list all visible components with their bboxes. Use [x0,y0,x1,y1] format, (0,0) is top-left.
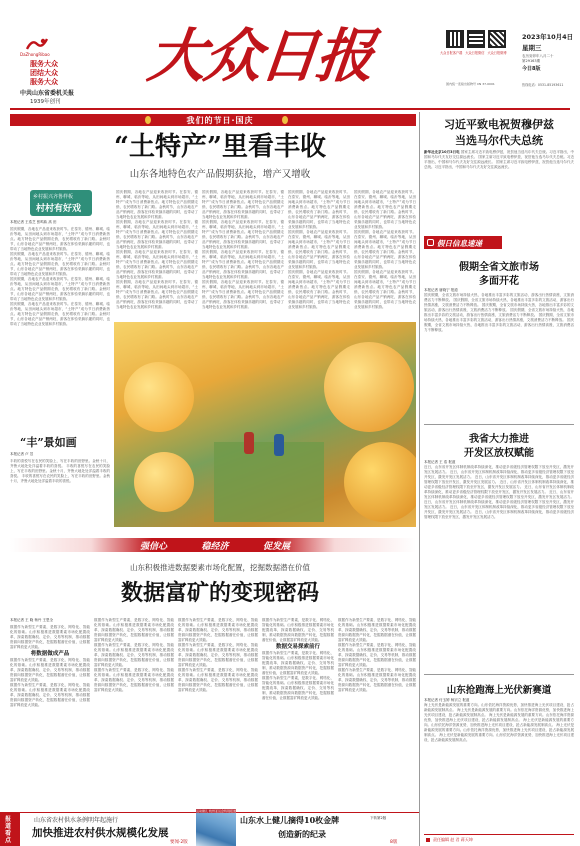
main-body-repeat: 国庆假期，各地农产品迎来收获时节。在泰安、德州、聊城、临沂等地，从田间地头到市场超市，“土特产”成为节日消费新热点。地方特色农产品假期走俏，农民增收有了新门路。金秋时节，山东各地农产品产销两旺，游客在体验采摘乐趣的同时，也带动了当地特色农业发展和乡村旅游。 [116,280,198,309]
second-headline: 数据富矿的变现密码 [120,580,319,606]
slogan-1: 服务大众 [30,60,58,68]
section-banner [10,114,416,126]
story2-body [424,288,574,420]
second-section-head: 将数据做成产品 [30,651,70,657]
main-body-repeat: 国庆假期，各地农产品迎来收获时节。在泰安、德州、聊城、临沂等地，从田间地头到市场超市，“土特产”成为节日消费新热点。地方特色农产品假期走俏，农民增收有了新门路。金秋时节，山东各地农产品产销两旺，游客在体验采摘乐趣的同时，也带动了当地特色农业发展和乡村旅游。 [202,280,284,309]
qr-label: 大众日报客户端 [440,51,463,55]
story2-text-repeat: 国庆假期，全省文旅市场持续火热，各地推出丰富多彩的文旅活动，游客出行热情高涨，文旅消费活力不断释放。 [424,318,574,332]
second-body-repeat: 数据作为新型生产要素，是数字化、网络化、智能化的基础。山东积极推进数据要素市场化配置改革，探索数据确权、定价、交易等机制，推动数据资源向数据资产转化，挖掘数据潜在价值，让数据富矿释放更大效能。 [10,658,90,682]
teaser2-page[interactable]: 8版 [390,840,398,845]
second-body-repeat: 数据作为新型生产要素，是数字化、网络化、智能化的基础。山东积极推进数据要素市场化配置改革，探索数据确权、定价、交易等机制，推动数据资源向数据资产转化，挖掘数据潜在价值，让数据富矿释放更大效能。 [94,668,174,692]
slogan-3: 服务大众 [30,78,58,86]
issue-weekday: 星期三 [522,44,542,52]
qr-label: 大众日报微信 [465,51,485,55]
teaser1-kicker[interactable]: 山东省农村供水条例明年起施行 [34,817,119,824]
story3-text-repeat: 近日，山东省开发区体制机制改革持续深化，推动更多省级经济管理权限下放至开发区，激发开发区发展活力。 [424,510,574,519]
main-body-repeat: 国庆假期，各地农产品迎来收获时节。在泰安、德州、聊城、临沂等地，从田间地头到市场超市，“土特产”成为节日消费新热点。地方特色农产品假期走俏，农民增收有了新门路。金秋时节，山东各地农产品产销两旺，游客在体验采摘乐趣的同时，也带动了当地特色农业发展和乡村旅游。 [10,302,110,326]
second-body-repeat: 数据作为新型生产要素，是数字化、网络化、智能化的基础。山东积极推进数据要素市场化配置改革，探索数据确权、定价、交易等机制，推动数据资源向数据资产转化，挖掘数据潜在价值，让数据富矿释放更大效能。 [338,668,416,692]
story2-headline-2[interactable]: 多面开花 [479,276,519,287]
commentary-byline: 本报记者 卢 昱 [10,452,34,456]
commentary-title: “丰”景如画 [20,436,77,449]
farmer-figure [244,432,254,454]
story4-byline: 本报记者 付玉婷 杨宗立 报道 [424,698,470,702]
qr-code-icon[interactable] [467,30,485,48]
story2-text-repeat: 国庆假期，全省文旅市场持续火热，各地推出丰富多彩的文旅活动，游客出行热情高涨，文旅消费活力不断释放。 [424,313,574,322]
story3-text-repeat: 近日，山东省开发区体制机制改革持续深化，推动更多省级经济管理权限下放至开发区，激发开发区发展活力。 [424,485,574,494]
editor-marker-icon [426,838,430,842]
second-column-4 [262,618,334,818]
story3-text-repeat: 近日，山东省开发区体制机制改革持续深化，推动更多省级经济管理权限下放至开发区，激发开发区发展活力。 [424,505,574,514]
harvest-photo[interactable] [114,322,416,527]
main-body: 国庆假期，各地农产品迎来收获时节。在泰安、德州、聊城、临沂等地，从田间地头到市场超市，“土特产”成为节日消费新热点。地方特色农产品假期走俏，农民增收有了新门路。金秋时节，山东各地农产品产销两旺，游客在体验采摘乐趣的同时，也带动了当地特色农业发展和乡村旅游。 [354,190,416,229]
main-body-repeat: 国庆假期，各地农产品迎来收获时节。在泰安、德州、聊城、临沂等地，从田间地头到市场超市，“土特产”成为节日消费新热点。地方特色农产品假期走俏，农民增收有了新门路。金秋时节，山东各地农产品产销两旺，游客在体验采摘乐趣的同时，也带动了当地特色农业发展和乡村旅游。 [116,220,198,249]
main-body: 国庆假期，各地农产品迎来收获时节。在泰安、德州、聊城、临沂等地，从田间地头到市场超市，“土特产”成为节日消费新热点。地方特色农产品假期走俏，农民增收有了新门路。金秋时节，山东各地农产品产销两旺，游客在体验采摘乐趣的同时，也带动了当地特色农业发展和乡村旅游。 [202,190,284,219]
teaser-section-label [0,813,20,846]
main-body-repeat: 国庆假期，各地农产品迎来收获时节。在泰安、德州、聊城、临沂等地，从田间地头到市场超市，“土特产”成为节日消费新热点。地方特色农产品假期走俏，农民增收有了新门路。金秋时节，山东各地农产品产销两旺，游客在体验采摘乐趣的同时，也带动了当地特色农业发展和乡村旅游。 [354,230,416,269]
story3-headline-1[interactable]: 我省大力推进 [469,434,529,445]
publisher-label: 中共山东省委机关报 [20,90,75,97]
banner-lantern-icon [145,116,151,124]
second-body: 数据作为新型生产要素，是数字化、网络化、智能化的基础。山东积极推进数据要素市场化配置改革，探索数据确权、定价、交易等机制，推动数据资源向数据资产转化，挖掘数据潜在价值，让数据富矿释放更大效能。 [94,618,174,642]
story3-body [424,460,574,672]
second-body: 数据作为新型生产要素，是数字化、网络化、智能化的基础。山东积极推进数据要素市场化配置改革，探索数据确权、定价、交易等机制，推动数据资源向数据资产转化，挖掘数据潜在价值，让数据富矿释放更大效能。 [178,618,258,642]
second-column-2 [94,618,174,818]
story3-text: 近日，山东省开发区体制机制改革持续深化，推动更多省级经济管理权限下放至开发区，激发开发区发展活力。 [424,465,574,474]
main-body-repeat: 国庆假期，各地农产品迎来收获时节。在泰安、德州、聊城、临沂等地，从田间地头到市场超市，“土特产”成为节日消费新热点。地方特色农产品假期走俏，农民增收有了新门路。金秋时节，山东各地农产品产销两旺，游客在体验采摘乐趣的同时，也带动了当地特色农业发展和乡村旅游。 [202,220,284,249]
date-block [522,32,578,72]
page-count: 今日8版 [522,66,541,72]
holiday-label-text: 假日信息速递 [437,239,482,248]
story2-byline: 本报记者 唐晓宁 报道 [424,288,458,292]
right-divider [424,424,574,425]
side-tag-line2: 村村有好戏 [36,204,82,214]
lead-body [424,150,574,220]
editor-footer [424,834,574,844]
main-body-repeat: 国庆假期，各地农产品迎来收获时节。在泰安、德州、聊城、临沂等地，从田间地头到市场超市，“土特产”成为节日消费新热点。地方特色农产品假期走俏，农民增收有了新门路。金秋时节，山东各地农产品产销两旺，游客在体验采摘乐趣的同时，也带动了当地特色农业发展和乡村旅游。 [288,230,350,269]
paper-logo-icon [26,36,48,50]
issue-number: 第29163期 [522,59,541,63]
commentary-text: 丰收的喜悦写在农民的笑脸上，写在丰收的田野里。金秋十月，齐鲁大地处处洋溢着丰收的喜悦。 [10,459,110,468]
story3-headline-2[interactable]: 开发区放权赋能 [464,448,534,459]
second-column-1 [10,618,90,818]
fruit-shape [344,442,416,522]
main-column-1 [10,220,110,430]
banner-lantern-icon [282,116,288,124]
qr-label: 大众日报微博 [487,51,507,55]
banner-title: 我们的节日·国庆 [186,116,254,125]
right-divider [424,674,574,675]
second-body-repeat: 数据作为新型生产要素，是数字化、网络化、智能化的基础。山东积极推进数据要素市场化配置改革，探索数据确权、定价、交易等机制，推动数据资源向数据资产转化，挖掘数据潜在价值，让数据富矿释放更大效能。 [262,676,334,700]
banner-words [140,539,290,552]
second-story [10,538,416,823]
story2-headline-1[interactable]: 假期全省文旅市场 [459,262,539,273]
slogan-2: 团结大众 [30,69,58,77]
teaser2-label: 运动健儿 杭州亚运会特别报道 [196,809,236,813]
second-kicker: 山东积极推进数据要素市场化配置，挖掘数据潜在价值 [130,563,310,572]
story4-text-repeat: 海上光伏是新能源发展的重要方向。山东依托海洋资源优势，加快推进海上光伏项目建设，抢占新能源发展制高点。 [424,718,574,727]
banner-word: 强信心 [140,542,168,552]
story4-text-repeat: 海上光伏是新能源发展的重要方向。山东依托海洋资源优势，加快推进海上光伏项目建设，抢占新能源发展制高点。 [424,708,574,717]
story3-text-repeat: 近日，山东省开发区体制机制改革持续深化，推动更多省级经济管理权限下放至开发区，激发开发区发展活力。 [424,500,574,509]
teaser-swim-photo[interactable] [196,809,236,846]
lead-text-repeat: 国家主席习近平致电穆伊兹，祝贺他当选马尔代夫总统。习近平指出，中国和马尔代夫友好交往源远流长。 [424,160,574,169]
story4-text-repeat: 海上光伏是新能源发展的重要方向。山东依托海洋资源优势，加快推进海上光伏项目建设，抢占新能源发展制高点。 [424,733,574,742]
main-headline: “土特产”里看丰收 [114,132,326,162]
second-section-head: 数据交易探索前行 [275,644,320,650]
banner-word: 促发展 [262,542,290,552]
main-body-repeat: 国庆假期，各地农产品迎来收获时节。在泰安、德州、聊城、临沂等地，从田间地头到市场超市，“土特产”成为节日消费新热点。地方特色农产品假期走俏，农民增收有了新门路。金秋时节，山东各地农产品产销两旺，游客在体验采摘乐趣的同时，也带动了当地特色农业发展和乡村旅游。 [10,277,110,301]
commentary-text-repeat: 丰收的喜悦写在农民的笑脸上，写在丰收的田野里。金秋十月，齐鲁大地处处洋溢着丰收的喜悦。 [10,464,110,478]
story2-text-repeat: 国庆假期，全省文旅市场持续火热，各地推出丰富多彩的文旅活动，游客出行热情高涨，文旅消费活力不断释放。 [424,298,574,307]
lead-headline-2[interactable]: 当选马尔代夫总统 [455,134,543,147]
lead-text: 国家主席习近平致电穆伊兹，祝贺他当选马尔代夫总统。习近平指出，中国和马尔代夫友好交往源远流长。 [424,150,574,159]
main-body-repeat: 国庆假期，各地农产品迎来收获时节。在泰安、德州、聊城、临沂等地，从田间地头到市场超市，“土特产”成为节日消费新热点。地方特色农产品假期走俏，农民增收有了新门路。金秋时节，山东各地农产品产销两旺，游客在体验采摘乐趣的同时，也带动了当地特色农业发展和乡村旅游。 [288,270,350,309]
lunar-date: 农历癸卯年八月二十 [522,54,554,58]
hotline: 热线电话：0531-85193611 [522,83,564,87]
main-body-repeat: 国庆假期，各地农产品迎来收获时节。在泰安、德州、聊城、临沂等地，从田间地头到市场超市，“土特产”成为节日消费新热点。地方特色农产品假期走俏，农民增收有了新门路。金秋时节，山东各地农产品产销两旺，游客在体验采摘乐趣的同时，也带动了当地特色农业发展和乡村旅游。 [10,252,110,276]
commentary-text-repeat: 丰收的喜悦写在农民的笑脸上，写在丰收的田野里。金秋十月，齐鲁大地处处洋溢着丰收的喜悦。 [10,474,110,483]
lead-text-repeat: 国家主席习近平致电穆伊兹，祝贺他当选马尔代夫总统。习近平指出，中国和马尔代夫友好交往源远流长。 [424,155,574,164]
masthead [0,0,580,118]
column-divider [419,112,420,846]
publication-code: 国内统一连续出版物号 CN 37-0001 [446,82,495,86]
teaser2-kicker[interactable]: 山东水上健儿摘得10枚金牌 [240,815,340,825]
main-body-repeat: 国庆假期，各地农产品迎来收获时节。在泰安、德州、聊城、临沂等地，从田间地头到市场超市，“土特产”成为节日消费新热点。地方特色农产品假期走俏，农民增收有了新门路。金秋时节，山东各地农产品产销两旺，游客在体验采摘乐趣的同时，也带动了当地特色农业发展和乡村旅游。 [116,250,198,279]
second-body-repeat: 数据作为新型生产要素，是数字化、网络化、智能化的基础。山东积极推进数据要素市场化配置改革，探索数据确权、定价、交易等机制，推动数据资源向数据资产转化，挖掘数据潜在价值，让数据富矿释放更大效能。 [338,643,416,667]
orchard-field [214,442,324,522]
second-body-repeat: 数据作为新型生产要素，是数字化、网络化、智能化的基础。山东积极推进数据要素市场化配置改革，探索数据确权、定价、交易等机制，推动数据资源向数据资产转化，挖掘数据潜在价值，让数据富矿释放更大效能。 [94,643,174,667]
second-body: 数据作为新型生产要素，是数字化、网络化、智能化的基础。山东积极推进数据要素市场化配置改革，探索数据确权、定价、交易等机制，推动数据资源向数据资产转化，挖掘数据潜在价值，让数据富矿释放更大效能。 [338,618,416,642]
main-story [10,112,416,530]
right-column [424,112,574,846]
holiday-icon [427,239,434,246]
second-body-repeat: 数据作为新型生产要素，是数字化、网络化、智能化的基础。山东积极推进数据要素市场化配置改革，探索数据确权、定价、交易等机制，推动数据资源向数据资产转化，挖掘数据潜在价值，让数据富矿释放更大效能。 [262,651,334,675]
bottom-teasers [0,809,420,846]
story4-body [424,698,574,828]
story2-text-repeat: 国庆假期，全省文旅市场持续火热，各地推出丰富多彩的文旅活动，游客出行热情高涨，文旅消费活力不断释放。 [424,303,574,312]
story2-text-repeat: 国庆假期，全省文旅市场持续火热，各地推出丰富多彩的文旅活动，游客出行热情高涨，文旅消费活力不断释放。 [424,308,574,317]
slogan-list [30,60,58,87]
masthead-divider [10,108,570,110]
second-column-3 [178,618,258,818]
teaser1-page[interactable]: 要闻·2版 [170,840,188,845]
second-body: 数据作为新型生产要素，是数字化、网络化、智能化的基础。山东积极推进数据要素市场化配置改革，探索数据确权、定价、交易等机制，推动数据资源向数据资产转化，挖掘数据潜在价值，让数据富矿释放更大效能。 [10,625,90,649]
main-byline: 本报记者 王浩芝 张鸣纨 高 田 [10,220,57,224]
holiday-label [424,236,502,249]
paper-title: 大众日报 [144,22,376,90]
fruit-shape [134,452,194,512]
lead-headline-1[interactable]: 习近平致电祝贺穆伊兹 [444,118,554,131]
banner-word: 稳经济 [201,542,229,552]
story3-text-repeat: 近日，山东省开发区体制机制改革持续深化，推动更多省级经济管理权限下放至开发区，激发开发区发展活力。 [424,475,574,484]
side-tag [30,190,92,216]
story4-text-repeat: 海上光伏是新能源发展的重要方向。山东依托海洋资源优势，加快推进海上光伏项目建设，抢占新能源发展制高点。 [424,713,574,722]
main-subhead: 山东各地特色农产品假期获抢，增产又增收 [129,169,311,180]
issue-date: 2023年10月4日 [522,33,574,41]
logo-caption: DaZhongRibao [20,52,50,57]
teaser-label-text: 报道看点 [5,816,12,844]
second-body-repeat: 数据作为新型生产要素，是数字化、网络化、智能化的基础。山东积极推进数据要素市场化配置改革，探索数据确权、定价、交易等机制，推动数据资源向数据资产转化，挖掘数据潜在价值，让数据富矿释放更大效能。 [178,668,258,692]
second-byline: 本报记者 王 晓 杨丹 王恩全 [10,618,53,622]
second-body: 数据作为新型生产要素，是数字化、网络化、智能化的基础。山东积极推进数据要素市场化配置改革，探索数据确权、定价、交易等机制，推动数据资源向数据资产转化，挖掘数据潜在价值，让数据富矿释放更大效能。 [262,618,334,642]
second-column-5 [338,618,416,818]
fruit-shape [124,362,194,432]
qr-labels [440,50,520,55]
commentary-box [10,432,110,527]
story4-text: 海上光伏是新能源发展的重要方向。山东依托海洋资源优势，加快推进海上光伏项目建设，抢占新能源发展制高点。 [424,703,574,712]
main-body: 国庆假期，各地农产品迎来收获时节。在泰安、德州、聊城、临沂等地，从田间地头到市场超市，“土特产”成为节日消费新热点。地方特色农产品假期走俏，农民增收有了新门路。金秋时节，山东各地农产品产销两旺，游客在体验采摘乐趣的同时，也带动了当地特色农业发展和乡村旅游。 [10,227,110,251]
fruit-shape [324,342,414,432]
teaser2-title[interactable]: 创造新的纪录 [278,829,326,839]
editor-credit: 责任编辑 赵 君 蒋天坤 [433,837,473,842]
main-body-repeat: 国庆假期，各地农产品迎来收获时节。在泰安、德州、聊城、临沂等地，从田间地头到市场超市，“土特产”成为节日消费新热点。地方特色农产品假期走俏，农民增收有了新门路。金秋时节，山东各地农产品产销两旺，游客在体验采摘乐趣的同时，也带动了当地特色农业发展和乡村旅游。 [202,250,284,279]
main-body: 国庆假期，各地农产品迎来收获时节。在泰安、德州、聊城、临沂等地，从田间地头到市场超市，“土特产”成为节日消费新热点。地方特色农产品假期走俏，农民增收有了新门路。金秋时节，山东各地农产品产销两旺，游客在体验采摘乐趣的同时，也带动了当地特色农业发展和乡村旅游。 [116,190,198,219]
story3-text-repeat: 近日，山东省开发区体制机制改革持续深化，推动更多省级经济管理权限下放至开发区，激发开发区发展活力。 [424,470,574,479]
qr-code-icon[interactable] [488,30,506,48]
story4-text-repeat: 海上光伏是新能源发展的重要方向。山东依托海洋资源优势，加快推进海上光伏项目建设，抢占新能源发展制高点。 [424,723,574,737]
farmer-figure [274,434,284,456]
continue-note[interactable]: 下转第2版 [370,816,387,820]
qr-group [446,30,508,90]
story3-byline: 本报记者 王 浩 报道 [424,460,456,464]
story3-text-repeat: 近日，山东省开发区体制机制改革持续深化，推动更多省级经济管理权限下放至开发区，激发开发区发展活力。 [424,480,574,489]
main-body: 国庆假期，各地农产品迎来收获时节。在泰安、德州、聊城、临沂等地，从田间地头到市场超市，“土特产”成为节日消费新热点。地方特色农产品假期走俏，农民增收有了新门路。金秋时节，山东各地农产品产销两旺，游客在体验采摘乐趣的同时，也带动了当地特色农业发展和乡村旅游。 [288,190,350,229]
story2-text: 国庆假期，全省文旅市场持续火热，各地推出丰富多彩的文旅活动，游客出行热情高涨，文旅消费活力不断释放。 [424,293,574,302]
lead-byline: 新华社北京10月3日电 [424,150,460,154]
second-body-repeat: 数据作为新型生产要素，是数字化、网络化、智能化的基础。山东积极推进数据要素市场化配置改革，探索数据确权、定价、交易等机制，推动数据资源向数据资产转化，挖掘数据潜在价值，让数据富矿释放更大效能。 [10,683,90,707]
side-tag-line1: 乡村振兴齐鲁样板 [33,194,74,200]
founded-label: 1939年创刊 [30,99,61,105]
main-body-repeat: 国庆假期，各地农产品迎来收获时节。在泰安、德州、聊城、临沂等地，从田间地头到市场超市，“土特产”成为节日消费新热点。地方特色农产品假期走俏，农民增收有了新门路。金秋时节，山东各地农产品产销两旺，游客在体验采摘乐趣的同时，也带动了当地特色农业发展和乡村旅游。 [354,270,416,309]
story3-text-repeat: 近日，山东省开发区体制机制改革持续深化，推动更多省级经济管理权限下放至开发区，激发开发区发展活力。 [424,490,574,499]
teaser1-title[interactable]: 加快推进农村供水规模化发展 [32,827,169,839]
story4-headline[interactable]: 山东抢跑海上光伏新赛道 [446,685,552,696]
qr-code-icon[interactable] [446,30,464,48]
second-body-repeat: 数据作为新型生产要素，是数字化、网络化、智能化的基础。山东积极推进数据要素市场化配置改革，探索数据确权、定价、交易等机制，推动数据资源向数据资产转化，挖掘数据潜在价值，让数据富矿释放更大效能。 [178,643,258,667]
commentary-body [10,459,110,525]
